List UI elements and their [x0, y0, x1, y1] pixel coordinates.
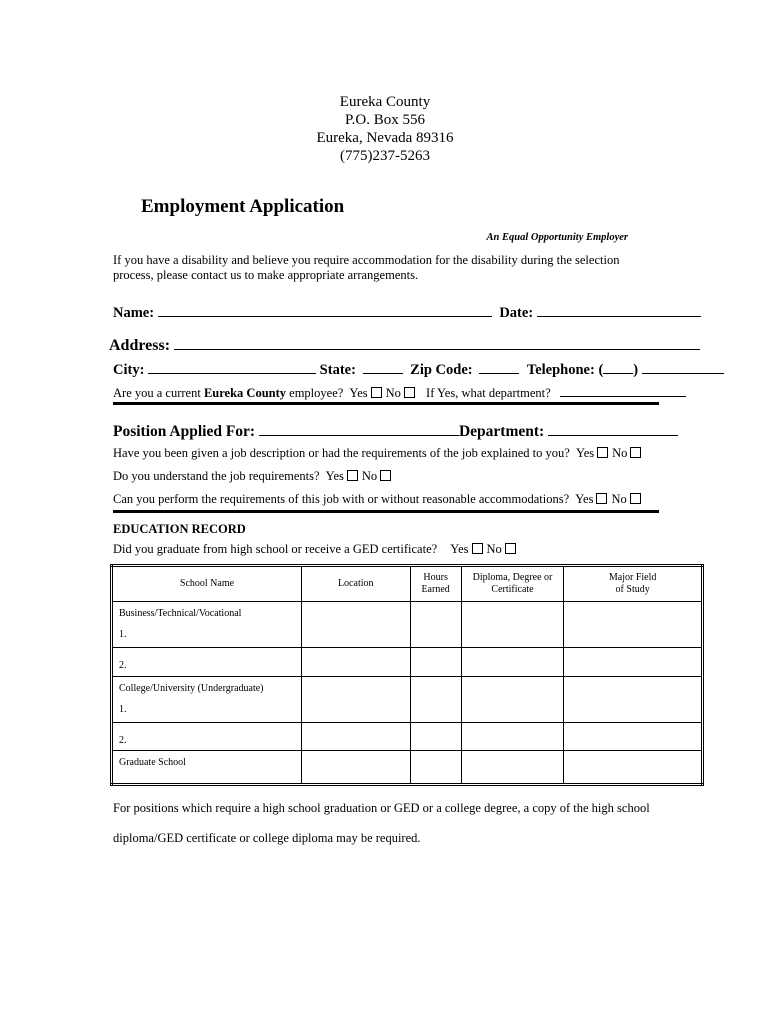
ged-yes-checkbox[interactable]	[472, 543, 483, 554]
address-row	[109, 337, 700, 355]
col-diploma: Diploma, Degree or Certificate	[461, 566, 564, 602]
employee-question-row	[113, 386, 686, 401]
employee-department-field[interactable]	[560, 396, 686, 397]
ged-question-row	[113, 542, 520, 557]
college-cell[interactable]	[112, 677, 302, 723]
table-cell[interactable]	[564, 677, 703, 723]
accommodation-line-1: If you have a disability and believe you require accommodation for the disability during the selection	[113, 253, 620, 267]
table-cell[interactable]	[461, 648, 564, 677]
org-name: Eureka County	[339, 94, 431, 110]
table-cell[interactable]	[564, 723, 703, 751]
table-cell[interactable]	[410, 602, 461, 648]
education-header-row	[112, 566, 703, 602]
date-label: Date:	[499, 305, 534, 321]
college-row-2-label: 2.	[119, 735, 127, 746]
state-field[interactable]	[363, 373, 403, 374]
telephone-label: Telephone: (	[526, 362, 604, 378]
job-description-question	[113, 446, 645, 461]
college-row-1-label: 1.	[119, 704, 127, 715]
if-yes-department-label: If Yes, what department?	[426, 386, 551, 400]
table-cell[interactable]	[410, 648, 461, 677]
perform-question	[113, 492, 645, 507]
state-label: State:	[319, 362, 356, 378]
form-title: Employment Application	[141, 196, 345, 217]
table-cell[interactable]	[461, 677, 564, 723]
col-location: Location	[301, 566, 410, 602]
col-major: Major Field of Study	[564, 566, 703, 602]
accommodation-line-2: process, please contact us to make appropriate arrangements.	[113, 268, 419, 282]
col-school-name: School Name	[112, 566, 302, 602]
ged-no-checkbox[interactable]	[505, 543, 516, 554]
q1-no-checkbox[interactable]	[630, 447, 641, 458]
employee-no-checkbox[interactable]	[404, 387, 415, 398]
col-hours-earned: Hours Earned	[410, 566, 461, 602]
table-cell[interactable]	[461, 602, 564, 648]
table-row	[112, 751, 703, 785]
name-label: Name:	[113, 305, 155, 321]
section-divider	[113, 402, 659, 405]
ged-yes-label: Yes	[450, 542, 469, 556]
q1-yes-checkbox[interactable]	[597, 447, 608, 458]
date-field[interactable]	[537, 316, 701, 317]
q1-yes-label: Yes	[575, 446, 595, 460]
q2-no-label: No	[361, 469, 378, 483]
ged-question-text: Did you graduate from high school or receive a GED certificate?	[113, 542, 438, 556]
employee-question-pre: Are you a current	[113, 386, 204, 400]
table-cell[interactable]	[410, 677, 461, 723]
section-divider-2	[113, 510, 659, 513]
name-field[interactable]	[158, 316, 492, 317]
q3-yes-checkbox[interactable]	[596, 493, 607, 504]
table-cell[interactable]	[301, 677, 410, 723]
table-row	[112, 723, 703, 751]
q3-yes-label: Yes	[575, 492, 594, 506]
telephone-field[interactable]	[642, 373, 724, 374]
job-description-text: Have you been given a job description or had the requirements of the job explained to you?	[113, 446, 570, 460]
employee-yes-label: Yes	[349, 386, 368, 400]
education-table	[110, 564, 704, 786]
position-label: Position Applied For:	[113, 423, 256, 440]
employee-no-label: No	[385, 386, 401, 400]
education-heading: EDUCATION RECORD	[113, 522, 246, 536]
q1-no-label: No	[612, 446, 628, 460]
diploma-note-line-2: diploma/GED certificate or college diploma may be required.	[113, 831, 421, 845]
table-cell[interactable]	[410, 723, 461, 751]
graduate-cell[interactable]	[112, 751, 302, 785]
employee-question-post: employee?	[286, 386, 344, 400]
table-row	[112, 602, 703, 648]
zip-field[interactable]	[479, 373, 519, 374]
table-cell[interactable]	[564, 751, 703, 785]
table-cell[interactable]	[461, 723, 564, 751]
eoe-statement: An Equal Opportunity Employer	[486, 232, 628, 243]
q2-yes-checkbox[interactable]	[347, 470, 358, 481]
business-row-1-label: 1.	[119, 629, 127, 640]
q2-no-checkbox[interactable]	[380, 470, 391, 481]
table-cell[interactable]	[301, 751, 410, 785]
college-label: College/University (Undergraduate)	[119, 683, 264, 694]
table-cell[interactable]	[410, 751, 461, 785]
ged-no-label: No	[486, 542, 502, 556]
business-row-2-cell[interactable]	[112, 648, 302, 677]
q3-no-label: No	[611, 492, 627, 506]
perform-text: Can you perform the requirements of this job with or without reasonable accommodations?	[113, 492, 570, 506]
org-city-state-zip: Eureka, Nevada 89316	[316, 130, 454, 146]
college-row-2-cell[interactable]	[112, 723, 302, 751]
city-row	[113, 362, 724, 379]
position-field[interactable]	[259, 435, 459, 436]
employee-yes-checkbox[interactable]	[371, 387, 382, 398]
zip-label: Zip Code:	[410, 362, 473, 378]
department-label: Department:	[458, 423, 545, 440]
table-cell[interactable]	[301, 602, 410, 648]
telephone-close: )	[633, 362, 639, 378]
table-row	[112, 648, 703, 677]
business-cell[interactable]	[112, 602, 302, 648]
table-cell[interactable]	[301, 723, 410, 751]
diploma-note-line-1: For positions which require a high school graduation or GED or a college degree, a copy of the high school	[113, 801, 650, 815]
employee-question-county: Eureka County	[203, 386, 287, 400]
table-cell[interactable]	[564, 648, 703, 677]
position-row	[113, 423, 678, 441]
table-cell[interactable]	[301, 648, 410, 677]
requirements-question	[113, 469, 395, 484]
graduate-label: Graduate School	[119, 757, 186, 768]
q3-no-checkbox[interactable]	[630, 493, 641, 504]
name-date-row	[113, 305, 701, 322]
business-label: Business/Technical/Vocational	[119, 608, 242, 619]
table-cell[interactable]	[461, 751, 564, 785]
org-po-box: P.O. Box 556	[344, 112, 426, 128]
table-cell[interactable]	[564, 602, 703, 648]
requirements-text: Do you understand the job requirements?	[113, 469, 320, 483]
address-label: Address:	[109, 337, 171, 354]
telephone-area-field[interactable]	[603, 373, 633, 374]
department-field[interactable]	[548, 435, 678, 436]
business-row-2-label: 2.	[119, 660, 127, 671]
city-label: City:	[113, 362, 145, 378]
org-phone: (775)237-5263	[340, 148, 430, 164]
table-row	[112, 677, 703, 723]
city-field[interactable]	[148, 373, 316, 374]
address-field[interactable]	[174, 349, 700, 350]
q2-yes-label: Yes	[325, 469, 344, 483]
